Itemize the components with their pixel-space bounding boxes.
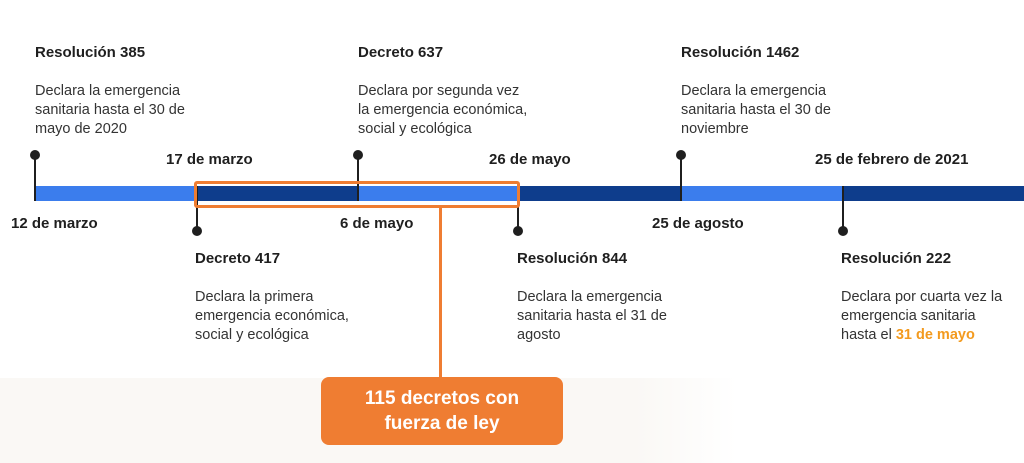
- description-line: Declara por cuarta vez la: [841, 289, 1003, 305]
- marker-dot: [353, 150, 363, 160]
- marker-dot: [838, 226, 848, 236]
- event-description: [358, 82, 527, 139]
- marker-line: [34, 155, 36, 201]
- date-label: 26 de mayo: [489, 151, 571, 168]
- marker-line: [842, 186, 844, 231]
- description-line: social y ecológica: [195, 327, 309, 343]
- date-label: 25 de agosto: [652, 215, 744, 232]
- highlighted-date: 31 de mayo: [895, 327, 975, 343]
- timeline-segment: [843, 186, 1024, 201]
- timeline-segment: [681, 186, 843, 201]
- callout-line-2: fuerza de ley: [384, 413, 500, 434]
- description-line: mayo de 2020: [35, 121, 127, 137]
- description-text: hasta el: [841, 327, 896, 343]
- description-line: noviembre: [681, 121, 749, 137]
- event-description: [35, 82, 185, 139]
- description-line: la emergencia económica,: [358, 102, 528, 118]
- timeline-segment: [35, 186, 197, 201]
- marker-dot: [192, 226, 202, 236]
- marker-dot: [30, 150, 40, 160]
- description-line: sanitaria hasta el 31 de: [517, 308, 667, 324]
- callout-box: [321, 377, 563, 445]
- event-description: [681, 82, 831, 139]
- date-label: 12 de marzo: [11, 215, 98, 232]
- event-title: Resolución 222: [841, 250, 952, 267]
- description-line: sanitaria hasta el 30 de: [35, 102, 185, 118]
- event-title: Decreto 637: [358, 44, 444, 61]
- description-line: sanitaria hasta el 30 de: [681, 102, 831, 118]
- highlight-range-box: [194, 181, 520, 208]
- description-line: Declara la primera: [195, 289, 314, 305]
- timeline-segment: [518, 186, 681, 201]
- date-label: 17 de marzo: [166, 151, 253, 168]
- event-title: Resolución 1462: [681, 44, 800, 61]
- event-description: [195, 288, 349, 345]
- marker-dot: [676, 150, 686, 160]
- description-line: social y ecológica: [358, 121, 472, 137]
- description-line: emergencia sanitaria: [841, 308, 976, 324]
- marker-line: [680, 155, 682, 201]
- callout-line-1: 115 decretos con: [364, 388, 520, 409]
- description-line: Declara por segunda vez: [358, 83, 520, 99]
- description-line: agosto: [517, 327, 561, 343]
- callout-connector-line: [439, 205, 442, 377]
- description-line: Declara la emergencia: [517, 289, 663, 305]
- event-description: [841, 288, 1002, 345]
- description-line: Declara la emergencia: [35, 83, 181, 99]
- description-line: emergencia económica,: [195, 308, 349, 324]
- event-title: Resolución 844: [517, 250, 628, 267]
- event-title: Resolución 385: [35, 44, 146, 61]
- description-line: Declara la emergencia: [681, 83, 827, 99]
- event-description: [517, 288, 667, 345]
- description-line: [841, 326, 1002, 345]
- marker-dot: [513, 226, 523, 236]
- date-label: 25 de febrero de 2021: [815, 151, 969, 168]
- event-title: Decreto 417: [195, 250, 281, 267]
- date-label: 6 de mayo: [340, 215, 414, 232]
